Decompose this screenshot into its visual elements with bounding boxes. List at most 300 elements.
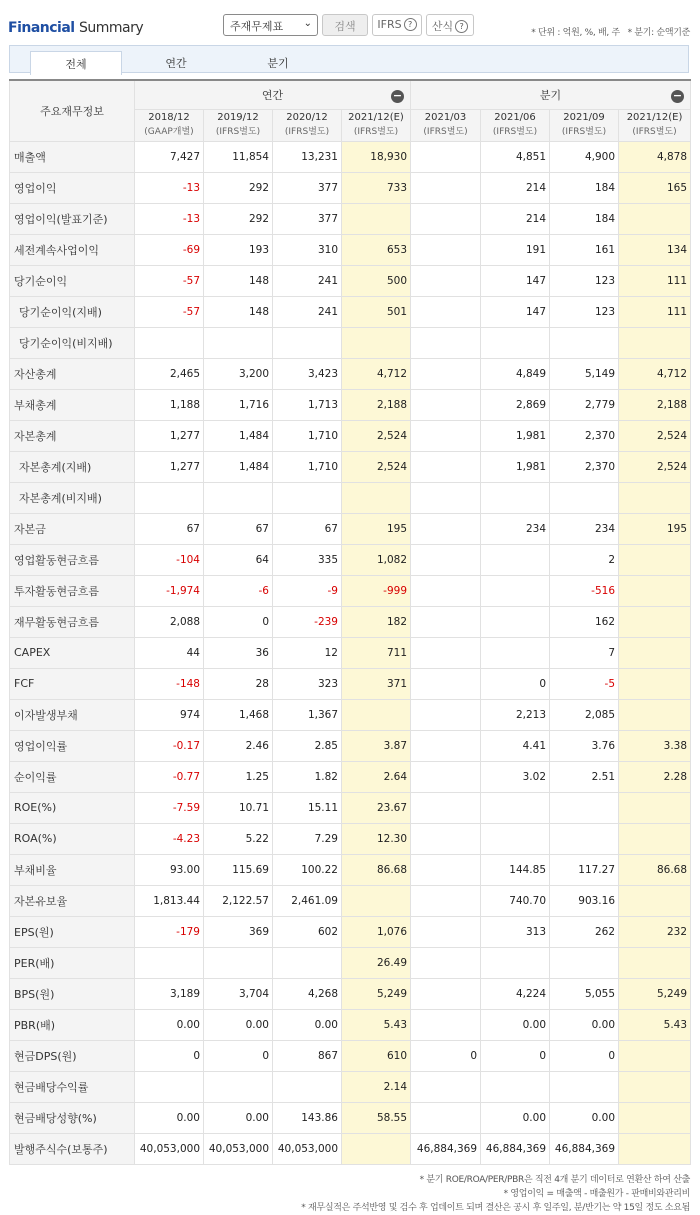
row-label: ROE(%) bbox=[10, 792, 135, 823]
table-cell: 313 bbox=[481, 916, 550, 947]
table-row bbox=[10, 358, 691, 389]
table-cell: 1,188 bbox=[135, 389, 204, 420]
row-label: BPS(원) bbox=[10, 978, 135, 1009]
quarter-label: 분기 bbox=[539, 88, 562, 102]
table-cell bbox=[342, 699, 411, 730]
table-cell: 1,713 bbox=[273, 389, 342, 420]
table-cell bbox=[411, 172, 481, 203]
column-period: 2021/03 bbox=[424, 112, 467, 123]
row-label: 자본총계(비지배) bbox=[10, 482, 135, 513]
table-cell bbox=[481, 792, 550, 823]
unit-text: * 단위 : 억원, %, 배, 주 bbox=[531, 28, 620, 38]
table-cell: 262 bbox=[550, 916, 619, 947]
table-cell: -57 bbox=[135, 296, 204, 327]
table-cell bbox=[204, 482, 273, 513]
table-cell: 2,088 bbox=[135, 606, 204, 637]
table-cell: 4,268 bbox=[273, 978, 342, 1009]
table-cell: 1,277 bbox=[135, 420, 204, 451]
table-cell: -13 bbox=[135, 172, 204, 203]
table-cell: -0.17 bbox=[135, 730, 204, 761]
table-cell: 0 bbox=[135, 1040, 204, 1071]
table-cell: 147 bbox=[481, 296, 550, 327]
table-cell bbox=[411, 637, 481, 668]
table-cell: 1.82 bbox=[273, 761, 342, 792]
table-cell bbox=[481, 327, 550, 358]
table-cell: 0.00 bbox=[481, 1102, 550, 1133]
table-cell bbox=[550, 823, 619, 854]
table-cell: 0 bbox=[550, 1040, 619, 1071]
table-cell bbox=[550, 1071, 619, 1102]
table-cell: 2,213 bbox=[481, 699, 550, 730]
table-cell bbox=[273, 482, 342, 513]
table-cell: 147 bbox=[481, 265, 550, 296]
table-cell: 0.00 bbox=[550, 1009, 619, 1040]
table-cell bbox=[411, 1009, 481, 1040]
table-cell bbox=[550, 482, 619, 513]
annual-label: 연간 bbox=[261, 88, 284, 102]
table-cell: -179 bbox=[135, 916, 204, 947]
table-cell bbox=[411, 823, 481, 854]
row-label: 당기순이익(지배) bbox=[10, 296, 135, 327]
table-cell: -69 bbox=[135, 234, 204, 265]
table-cell: 2,370 bbox=[550, 451, 619, 482]
statement-select[interactable] bbox=[223, 14, 318, 36]
row-label: EPS(원) bbox=[10, 916, 135, 947]
table-cell: 241 bbox=[273, 296, 342, 327]
row-label: PER(배) bbox=[10, 947, 135, 978]
table-cell bbox=[135, 482, 204, 513]
table-cell: 2.85 bbox=[273, 730, 342, 761]
table-cell bbox=[204, 1071, 273, 1102]
table-cell: 12 bbox=[273, 637, 342, 668]
table-cell: 0.00 bbox=[135, 1009, 204, 1040]
table-row bbox=[10, 296, 691, 327]
table-cell: 4,712 bbox=[342, 358, 411, 389]
table-cell: 144.85 bbox=[481, 854, 550, 885]
table-cell: 740.70 bbox=[481, 885, 550, 916]
row-header: 주요재무정보 bbox=[10, 80, 135, 141]
table-cell bbox=[619, 668, 691, 699]
row-label: 매출액 bbox=[10, 141, 135, 172]
table-cell bbox=[411, 451, 481, 482]
table-cell: 111 bbox=[619, 296, 691, 327]
table-cell: 2,188 bbox=[619, 389, 691, 420]
table-cell: 4.41 bbox=[481, 730, 550, 761]
table-cell: 36 bbox=[204, 637, 273, 668]
table-cell: 7.29 bbox=[273, 823, 342, 854]
table-cell: 241 bbox=[273, 265, 342, 296]
table-cell bbox=[411, 358, 481, 389]
table-cell: -239 bbox=[273, 606, 342, 637]
row-label: 자산총계 bbox=[10, 358, 135, 389]
table-row bbox=[10, 730, 691, 761]
table-row bbox=[10, 544, 691, 575]
column-header bbox=[411, 109, 481, 141]
table-cell bbox=[619, 203, 691, 234]
column-basis: (IFRS별도) bbox=[284, 127, 330, 137]
table-row bbox=[10, 823, 691, 854]
table-row bbox=[10, 234, 691, 265]
table-cell: -4.23 bbox=[135, 823, 204, 854]
table-cell: 2,779 bbox=[550, 389, 619, 420]
table-cell bbox=[411, 792, 481, 823]
table-cell: 2,188 bbox=[342, 389, 411, 420]
table-cell: 3.76 bbox=[550, 730, 619, 761]
column-basis: (IFRS별도) bbox=[353, 127, 399, 137]
table-cell: 100.22 bbox=[273, 854, 342, 885]
table-cell bbox=[619, 637, 691, 668]
table-cell: 44 bbox=[135, 637, 204, 668]
table-cell: 2,524 bbox=[619, 420, 691, 451]
unit-note bbox=[531, 25, 690, 38]
table-cell bbox=[411, 606, 481, 637]
table-row bbox=[10, 420, 691, 451]
table-cell: 1,082 bbox=[342, 544, 411, 575]
table-cell: 214 bbox=[481, 172, 550, 203]
row-label: 발행주식수(보통주) bbox=[10, 1133, 135, 1164]
row-label: 영업이익(발표기준) bbox=[10, 203, 135, 234]
table-cell: 3.87 bbox=[342, 730, 411, 761]
table-cell: 67 bbox=[273, 513, 342, 544]
table-row bbox=[10, 947, 691, 978]
table-cell: 4,712 bbox=[619, 358, 691, 389]
table-cell bbox=[411, 482, 481, 513]
table-cell: 2.28 bbox=[619, 761, 691, 792]
table-cell: 148 bbox=[204, 265, 273, 296]
table-cell: 7,427 bbox=[135, 141, 204, 172]
table-cell: 0 bbox=[411, 1040, 481, 1071]
row-label: 당기순이익(비지배) bbox=[10, 327, 135, 358]
row-label: 세전계속사업이익 bbox=[10, 234, 135, 265]
column-period: 2021/06 bbox=[494, 112, 536, 123]
table-cell: 115.69 bbox=[204, 854, 273, 885]
table-cell: 162 bbox=[550, 606, 619, 637]
table-cell: 0.00 bbox=[135, 1102, 204, 1133]
table-cell: 23.67 bbox=[342, 792, 411, 823]
table-cell: 1,813.44 bbox=[135, 885, 204, 916]
title-part2: Summary bbox=[78, 20, 144, 36]
table-cell bbox=[481, 482, 550, 513]
table-cell bbox=[619, 1071, 691, 1102]
table-cell bbox=[273, 327, 342, 358]
formula-label: 산식 bbox=[431, 20, 454, 33]
row-label: 자본유보율 bbox=[10, 885, 135, 916]
table-cell: -57 bbox=[135, 265, 204, 296]
row-label: 투자활동현금흐름 bbox=[10, 575, 135, 606]
row-label: PBR(배) bbox=[10, 1009, 135, 1040]
table-cell: -13 bbox=[135, 203, 204, 234]
ifrs-help-button[interactable] bbox=[372, 14, 422, 36]
column-basis: (IFRS별도) bbox=[423, 127, 468, 137]
statement-select-value: 주재무제표 bbox=[230, 20, 284, 33]
table-cell: 0 bbox=[204, 1040, 273, 1071]
table-cell bbox=[135, 327, 204, 358]
row-label: 당기순이익 bbox=[10, 265, 135, 296]
table-cell bbox=[619, 699, 691, 730]
table-cell: 5,249 bbox=[619, 978, 691, 1009]
table-cell: 1,981 bbox=[481, 451, 550, 482]
table-cell: 1,367 bbox=[273, 699, 342, 730]
table-cell: 28 bbox=[204, 668, 273, 699]
quarter-group-header bbox=[411, 80, 691, 109]
table-cell bbox=[411, 1071, 481, 1102]
table-cell bbox=[411, 668, 481, 699]
collapse-annual-icon[interactable]: − bbox=[392, 89, 403, 102]
table-cell: 377 bbox=[273, 203, 342, 234]
table-cell bbox=[481, 544, 550, 575]
table-cell: 2,465 bbox=[135, 358, 204, 389]
row-label: 자본금 bbox=[10, 513, 135, 544]
table-cell bbox=[411, 885, 481, 916]
table-cell: 2,370 bbox=[550, 420, 619, 451]
table-cell: 2,461.09 bbox=[273, 885, 342, 916]
table-cell: 3,200 bbox=[204, 358, 273, 389]
table-cell bbox=[204, 947, 273, 978]
section-title bbox=[8, 20, 143, 36]
table-cell: 123 bbox=[550, 296, 619, 327]
table-cell: 40,053,000 bbox=[135, 1133, 204, 1164]
table-row bbox=[10, 575, 691, 606]
table-row bbox=[10, 792, 691, 823]
table-cell bbox=[204, 327, 273, 358]
table-cell: 323 bbox=[273, 668, 342, 699]
financial-summary-table bbox=[9, 79, 691, 1165]
period-tabs bbox=[9, 45, 689, 73]
column-header bbox=[204, 109, 273, 141]
table-cell bbox=[273, 1071, 342, 1102]
table-row bbox=[10, 1009, 691, 1040]
table-cell: 165 bbox=[619, 172, 691, 203]
table-cell: 3,423 bbox=[273, 358, 342, 389]
column-period: 2018/12 bbox=[148, 112, 190, 123]
table-cell: 1.25 bbox=[204, 761, 273, 792]
table-cell: 13,231 bbox=[273, 141, 342, 172]
table-cell bbox=[411, 203, 481, 234]
table-row bbox=[10, 978, 691, 1009]
table-row bbox=[10, 482, 691, 513]
column-header bbox=[135, 109, 204, 141]
table-cell bbox=[342, 327, 411, 358]
table-cell: 18,930 bbox=[342, 141, 411, 172]
table-cell: 5,055 bbox=[550, 978, 619, 1009]
table-row bbox=[10, 1102, 691, 1133]
table-cell: 2.64 bbox=[342, 761, 411, 792]
quarter-basis-text: * 분기: 순액기준 bbox=[627, 28, 690, 38]
table-cell: 903.16 bbox=[550, 885, 619, 916]
table-cell bbox=[411, 730, 481, 761]
table-row bbox=[10, 637, 691, 668]
column-header bbox=[550, 109, 619, 141]
table-row bbox=[10, 513, 691, 544]
table-cell: 3,704 bbox=[204, 978, 273, 1009]
table-cell bbox=[619, 1133, 691, 1164]
column-period: 2019/12 bbox=[217, 112, 259, 123]
column-basis: (IFRS별도) bbox=[215, 127, 261, 137]
table-row bbox=[10, 389, 691, 420]
tab-all[interactable]: 전체 bbox=[30, 51, 122, 75]
row-label: 영업이익률 bbox=[10, 730, 135, 761]
table-cell: -9 bbox=[273, 575, 342, 606]
table-cell bbox=[342, 203, 411, 234]
table-cell: 195 bbox=[619, 513, 691, 544]
table-cell bbox=[481, 1071, 550, 1102]
table-cell: 610 bbox=[342, 1040, 411, 1071]
table-cell: 86.68 bbox=[619, 854, 691, 885]
table-cell: 3,189 bbox=[135, 978, 204, 1009]
table-cell: 1,981 bbox=[481, 420, 550, 451]
row-label: 이자발생부채 bbox=[10, 699, 135, 730]
table-row bbox=[10, 327, 691, 358]
table-cell: 2.46 bbox=[204, 730, 273, 761]
table-cell: 93.00 bbox=[135, 854, 204, 885]
table-row bbox=[10, 451, 691, 482]
table-cell: 195 bbox=[342, 513, 411, 544]
table-row bbox=[10, 1040, 691, 1071]
table-cell: -7.59 bbox=[135, 792, 204, 823]
table-cell bbox=[411, 947, 481, 978]
table-cell bbox=[411, 513, 481, 544]
table-cell: 2,524 bbox=[619, 451, 691, 482]
table-cell: 335 bbox=[273, 544, 342, 575]
table-cell: 184 bbox=[550, 203, 619, 234]
chevron-down-icon: ⌄ bbox=[303, 18, 312, 29]
table-cell: 0.00 bbox=[481, 1009, 550, 1040]
table-cell: 369 bbox=[204, 916, 273, 947]
column-basis: (IFRS별도) bbox=[492, 127, 538, 137]
table-cell: 117.27 bbox=[550, 854, 619, 885]
table-cell bbox=[411, 916, 481, 947]
table-cell: 0 bbox=[481, 1040, 550, 1071]
table-cell: 26.49 bbox=[342, 947, 411, 978]
row-label: CAPEX bbox=[10, 637, 135, 668]
table-cell: 1,484 bbox=[204, 451, 273, 482]
row-label: 자본총계 bbox=[10, 420, 135, 451]
table-cell bbox=[481, 823, 550, 854]
table-cell: 3.02 bbox=[481, 761, 550, 792]
formula-help-button[interactable] bbox=[426, 14, 474, 36]
table-cell: 4,224 bbox=[481, 978, 550, 1009]
table-cell: 711 bbox=[342, 637, 411, 668]
table-cell: 0 bbox=[481, 668, 550, 699]
table-cell: 2,524 bbox=[342, 420, 411, 451]
table-cell: 7 bbox=[550, 637, 619, 668]
footnote-2: * 영업이익 = 매출액 - 매출원가 - 판매비와관리비 bbox=[503, 1189, 690, 1199]
table-cell: -516 bbox=[550, 575, 619, 606]
table-cell bbox=[411, 265, 481, 296]
table-row bbox=[10, 885, 691, 916]
table-cell: 5,249 bbox=[342, 978, 411, 1009]
table-cell bbox=[273, 947, 342, 978]
row-label: 현금배당성향(%) bbox=[10, 1102, 135, 1133]
table-cell bbox=[342, 885, 411, 916]
table-row bbox=[10, 172, 691, 203]
table-cell bbox=[411, 296, 481, 327]
table-cell: 310 bbox=[273, 234, 342, 265]
table-cell: -5 bbox=[550, 668, 619, 699]
table-cell: 0 bbox=[204, 606, 273, 637]
row-label: 현금DPS(원) bbox=[10, 1040, 135, 1071]
table-cell bbox=[342, 1133, 411, 1164]
table-cell: 193 bbox=[204, 234, 273, 265]
table-cell bbox=[619, 823, 691, 854]
table-cell: 191 bbox=[481, 234, 550, 265]
table-cell: 1,716 bbox=[204, 389, 273, 420]
table-cell: 0.00 bbox=[273, 1009, 342, 1040]
table-cell: 5.43 bbox=[619, 1009, 691, 1040]
row-label: FCF bbox=[10, 668, 135, 699]
table-row bbox=[10, 1071, 691, 1102]
table-cell bbox=[411, 389, 481, 420]
ifrs-label: IFRS bbox=[377, 18, 402, 31]
table-cell: 501 bbox=[342, 296, 411, 327]
column-header bbox=[273, 109, 342, 141]
table-cell: 653 bbox=[342, 234, 411, 265]
table-cell: 1,277 bbox=[135, 451, 204, 482]
table-cell: 4,851 bbox=[481, 141, 550, 172]
table-cell bbox=[411, 327, 481, 358]
row-label: 자본총계(지배) bbox=[10, 451, 135, 482]
table-cell: 4,849 bbox=[481, 358, 550, 389]
table-cell bbox=[619, 544, 691, 575]
search-button[interactable]: 검색 bbox=[322, 14, 368, 36]
table-cell bbox=[135, 947, 204, 978]
table-cell bbox=[135, 1071, 204, 1102]
title-part1: Financial bbox=[8, 20, 75, 36]
table-cell: 143.86 bbox=[273, 1102, 342, 1133]
table-cell: 232 bbox=[619, 916, 691, 947]
table-cell: 1,710 bbox=[273, 451, 342, 482]
table-cell: 148 bbox=[204, 296, 273, 327]
column-basis: (IFRS별도) bbox=[632, 127, 677, 137]
table-cell: 2 bbox=[550, 544, 619, 575]
row-label: 현금배당수익률 bbox=[10, 1071, 135, 1102]
table-cell bbox=[550, 792, 619, 823]
table-cell: 602 bbox=[273, 916, 342, 947]
table-cell: 111 bbox=[619, 265, 691, 296]
table-cell: -6 bbox=[204, 575, 273, 606]
table-cell: 86.68 bbox=[342, 854, 411, 885]
table-cell: 0.00 bbox=[204, 1102, 273, 1133]
table-cell bbox=[411, 234, 481, 265]
table-cell: -999 bbox=[342, 575, 411, 606]
tab-annual[interactable]: 연간 bbox=[165, 57, 187, 70]
table-cell: 292 bbox=[204, 172, 273, 203]
collapse-quarter-icon[interactable]: − bbox=[672, 89, 683, 102]
row-label: 영업활동현금흐름 bbox=[10, 544, 135, 575]
table-cell: -148 bbox=[135, 668, 204, 699]
table-cell bbox=[619, 482, 691, 513]
annual-group-header bbox=[135, 80, 411, 109]
table-cell: -104 bbox=[135, 544, 204, 575]
table-cell: 1,076 bbox=[342, 916, 411, 947]
table-cell: 5,149 bbox=[550, 358, 619, 389]
column-basis: (GAAP개별) bbox=[144, 127, 194, 137]
column-header bbox=[481, 109, 550, 141]
table-cell: 4,900 bbox=[550, 141, 619, 172]
table-cell: 234 bbox=[481, 513, 550, 544]
table-row bbox=[10, 265, 691, 296]
table-cell: 5.22 bbox=[204, 823, 273, 854]
footnote-1: * 분기 ROE/ROA/PER/PBR은 직전 4개 분기 데이터로 연환산 하여 산출 bbox=[419, 1175, 690, 1185]
table-cell: 1,710 bbox=[273, 420, 342, 451]
table-row bbox=[10, 854, 691, 885]
column-basis: (IFRS별도) bbox=[561, 127, 607, 137]
column-header bbox=[619, 109, 691, 141]
table-cell: 40,053,000 bbox=[273, 1133, 342, 1164]
tab-quarter[interactable]: 분기 bbox=[267, 57, 289, 70]
table-cell bbox=[619, 575, 691, 606]
table-cell: 0.00 bbox=[204, 1009, 273, 1040]
